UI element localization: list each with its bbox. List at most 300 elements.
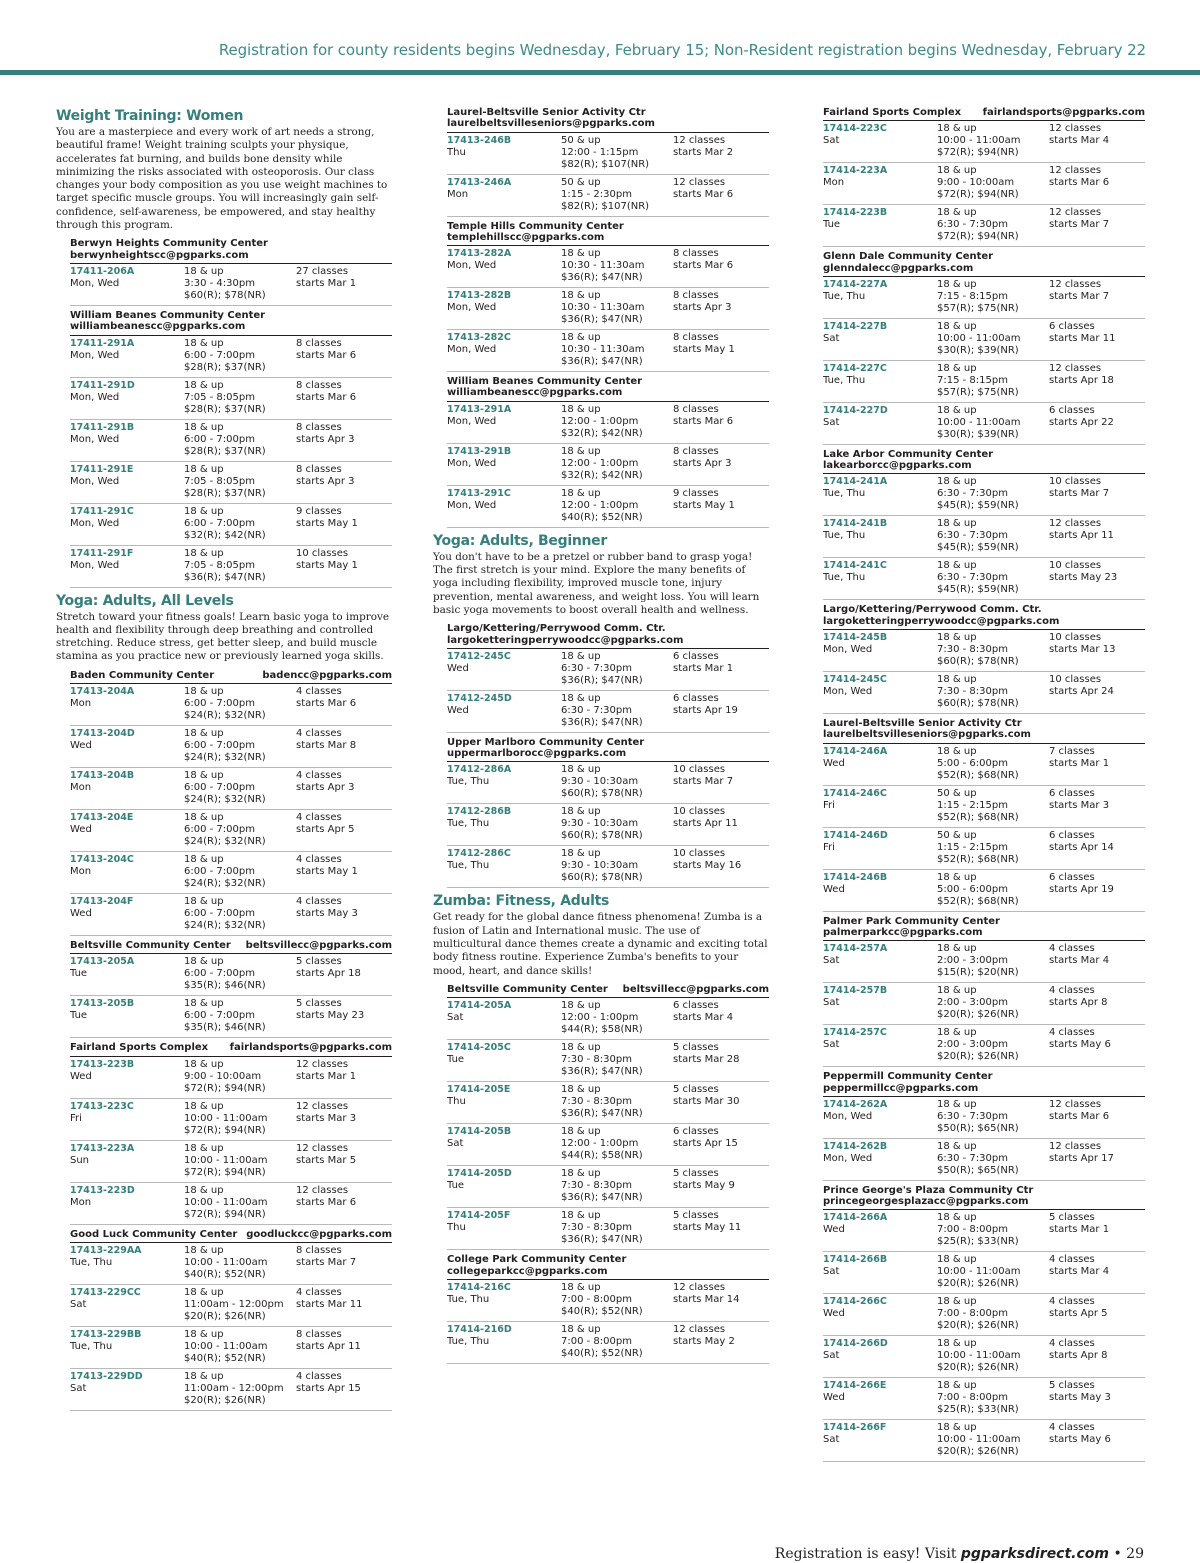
class-code[interactable]: 17413-204B: [70, 770, 135, 782]
class-code[interactable]: 17412-286B: [447, 806, 512, 818]
class-code[interactable]: 17412-286C: [447, 848, 511, 860]
class-listing[interactable]: [70, 336, 392, 378]
class-code[interactable]: 17413-282A: [447, 248, 512, 260]
class-count: 27 classes: [296, 265, 349, 277]
class-code[interactable]: 17414-227A: [823, 278, 888, 290]
class-code[interactable]: 17414-223B: [823, 207, 888, 219]
class-count: 6 classes: [1049, 829, 1095, 841]
class-start: starts Mar 6: [1049, 177, 1110, 189]
class-code[interactable]: 17414-223C: [823, 123, 887, 135]
class-listing[interactable]: [70, 1099, 392, 1141]
class-count: 8 classes: [296, 1328, 342, 1340]
class-details-cell: [937, 788, 1049, 824]
class-listing[interactable]: [447, 998, 769, 1040]
class-schedule-cell: [673, 1084, 769, 1120]
venue-email[interactable]: williambeanescc@pgparks.com: [447, 387, 623, 399]
class-listing[interactable]: [70, 954, 392, 996]
class-listing[interactable]: [823, 1139, 1145, 1181]
venue-email[interactable]: beltsvillecc@pgparks.com: [245, 940, 392, 952]
class-fee: $72(R); $94(NR): [184, 1124, 266, 1136]
class-listing[interactable]: [823, 361, 1145, 403]
class-listing[interactable]: [70, 546, 392, 588]
class-fee: $25(R); $33(NR): [937, 1236, 1019, 1248]
class-code[interactable]: 17414-245B: [823, 632, 888, 644]
class-code[interactable]: 17414-266E: [823, 1380, 887, 1392]
class-code[interactable]: 17414-266F: [823, 1422, 887, 1434]
class-listing[interactable]: [823, 1294, 1145, 1336]
class-fee: $20(R); $26(NR): [184, 1310, 266, 1322]
class-code[interactable]: 17414-227D: [823, 404, 888, 416]
class-code[interactable]: 17413-205B: [70, 998, 135, 1010]
class-listing[interactable]: [447, 486, 769, 528]
class-listing[interactable]: [70, 378, 392, 420]
class-time: 2:00 - 3:00pm: [937, 1039, 1008, 1051]
class-listing[interactable]: [823, 1210, 1145, 1252]
class-code-cell: [823, 1027, 937, 1063]
class-fee: $32(R); $42(NR): [184, 529, 266, 541]
class-start: starts Mar 3: [296, 1112, 357, 1124]
class-listing[interactable]: [823, 1420, 1145, 1462]
class-days: Mon, Wed: [823, 1110, 873, 1122]
class-age: 18 & up: [184, 337, 224, 349]
class-code[interactable]: 17414-246C: [823, 787, 887, 799]
class-listing[interactable]: [70, 1285, 392, 1327]
class-listing[interactable]: [823, 744, 1145, 786]
class-code[interactable]: 17411-291A: [70, 337, 135, 349]
class-listing[interactable]: [70, 684, 392, 726]
class-schedule-cell: [1049, 632, 1145, 668]
class-listing[interactable]: [447, 649, 769, 691]
class-code[interactable]: 17411-291C: [70, 505, 134, 517]
class-code-cell: [823, 943, 937, 979]
class-start: starts May 11: [673, 1222, 742, 1234]
class-schedule-cell: [296, 380, 392, 416]
class-time: 10:00 - 11:00am: [937, 1266, 1021, 1278]
class-listing[interactable]: [823, 403, 1145, 445]
class-code[interactable]: 17411-291E: [70, 463, 134, 475]
class-code-cell: [823, 830, 937, 866]
class-fee: $20(R); $26(NR): [937, 1278, 1019, 1290]
class-count: 10 classes: [1049, 476, 1102, 488]
class-code[interactable]: 17414-205C: [447, 1042, 511, 1054]
venue-email[interactable]: largoketteringperrywoodcc@pgparks.com: [447, 634, 684, 646]
class-code[interactable]: 17414-266D: [823, 1338, 888, 1350]
class-code[interactable]: 17411-291B: [70, 421, 135, 433]
class-details-cell: [937, 1254, 1049, 1290]
class-start: starts Mar 11: [296, 1298, 363, 1310]
class-age: 50 & up: [937, 787, 977, 799]
class-code[interactable]: 17413-246B: [447, 134, 512, 146]
venue-email[interactable]: palmerparkcc@pgparks.com: [823, 926, 983, 938]
venue-name: William Beanes Community Center: [70, 309, 266, 321]
class-code[interactable]: 17413-291C: [447, 487, 511, 499]
class-listing[interactable]: [823, 941, 1145, 983]
class-code[interactable]: 17412-245D: [447, 692, 512, 704]
class-listing[interactable]: [70, 1183, 392, 1225]
class-details-cell: [561, 446, 673, 482]
class-code[interactable]: 17414-216C: [447, 1281, 511, 1293]
class-details-cell: [561, 135, 673, 171]
class-code[interactable]: 17414-257B: [823, 985, 888, 997]
class-count: 12 classes: [1049, 207, 1102, 219]
class-count: 8 classes: [296, 463, 342, 475]
class-age: 18 & up: [561, 848, 601, 860]
class-code[interactable]: 17413-204C: [70, 854, 134, 866]
class-code[interactable]: 17414-266B: [823, 1254, 888, 1266]
venue-header: [70, 666, 392, 684]
class-code[interactable]: 17412-286A: [447, 764, 512, 776]
class-age: 18 & up: [184, 728, 224, 740]
class-start: starts May 1: [673, 499, 735, 511]
class-fee: $44(R); $58(NR): [561, 1150, 643, 1162]
class-code[interactable]: 17414-227B: [823, 320, 888, 332]
class-age: 18 & up: [561, 290, 601, 302]
class-details-cell: [561, 404, 673, 440]
venue-name: Largo/Kettering/Perrywood Comm. Ctr.: [823, 604, 1042, 616]
class-fee: $36(R); $47(NR): [561, 674, 643, 686]
class-age: 18 & up: [937, 1140, 977, 1152]
class-listing[interactable]: [823, 516, 1145, 558]
class-details-cell: [937, 872, 1049, 908]
class-code[interactable]: 17414-216D: [447, 1323, 512, 1335]
class-code[interactable]: 17413-282B: [447, 290, 512, 302]
class-listing[interactable]: [70, 264, 392, 306]
class-listing[interactable]: [70, 726, 392, 768]
class-listing[interactable]: [823, 1336, 1145, 1378]
class-code[interactable]: 17414-246B: [823, 871, 888, 883]
class-listing[interactable]: [447, 175, 769, 217]
class-listing[interactable]: [823, 277, 1145, 319]
class-listing[interactable]: [823, 205, 1145, 247]
venue-email[interactable]: collegeparkcc@pgparks.com: [447, 1265, 608, 1277]
class-code[interactable]: 17414-241C: [823, 560, 887, 572]
venue-header: [447, 980, 769, 998]
class-schedule-cell: [1049, 872, 1145, 908]
venue-email[interactable]: laurelbeltsvilleseniors@pgparks.com: [823, 729, 1031, 741]
class-details-cell: [184, 422, 296, 458]
class-listing[interactable]: [447, 846, 769, 888]
class-time: 6:00 - 7:00pm: [184, 698, 255, 710]
venue-group: [823, 247, 1145, 445]
class-fee: $72(R); $94(NR): [937, 147, 1019, 159]
class-listing[interactable]: [447, 762, 769, 804]
class-age: 18 & up: [937, 1098, 977, 1110]
class-code-cell: [447, 1084, 561, 1120]
class-time: 2:00 - 3:00pm: [937, 955, 1008, 967]
class-schedule-cell: [296, 1101, 392, 1137]
class-listing[interactable]: [823, 828, 1145, 870]
class-days: Mon, Wed: [70, 517, 120, 529]
class-listing[interactable]: [823, 1252, 1145, 1294]
class-listing[interactable]: [447, 246, 769, 288]
class-schedule-cell: [673, 1168, 769, 1204]
class-code[interactable]: 17414-262B: [823, 1140, 888, 1152]
class-schedule-cell: [673, 332, 769, 368]
class-details-cell: [561, 764, 673, 800]
class-time: 6:00 - 7:00pm: [184, 1010, 255, 1022]
class-code[interactable]: 17414-246A: [823, 745, 888, 757]
class-code[interactable]: 17413-282C: [447, 332, 511, 344]
class-code[interactable]: 17413-204E: [70, 812, 134, 824]
class-code-cell: [823, 405, 937, 441]
class-start: starts Apr 5: [296, 824, 355, 836]
class-details-cell: [184, 998, 296, 1034]
class-listing[interactable]: [823, 1025, 1145, 1067]
class-code[interactable]: 17413-246A: [447, 176, 512, 188]
venue-email[interactable]: peppermillcc@pgparks.com: [823, 1082, 979, 1094]
class-code[interactable]: 17413-223A: [70, 1142, 135, 1154]
class-details-cell: [937, 279, 1049, 315]
class-schedule-cell: [673, 1000, 769, 1036]
class-listing[interactable]: [70, 1369, 392, 1411]
class-fee: $20(R); $26(NR): [937, 1362, 1019, 1374]
class-fee: $40(R); $52(NR): [184, 1352, 266, 1364]
class-listing[interactable]: [823, 786, 1145, 828]
class-code[interactable]: 17413-223C: [70, 1100, 134, 1112]
class-schedule-cell: [1049, 518, 1145, 554]
class-listing[interactable]: [70, 1327, 392, 1369]
class-code[interactable]: 17414-246D: [823, 829, 888, 841]
venue-email[interactable]: badencc@pgparks.com: [262, 669, 392, 681]
class-age: 18 & up: [937, 674, 977, 686]
class-count: 4 classes: [296, 812, 342, 824]
class-listing[interactable]: [447, 133, 769, 175]
class-schedule-cell: [296, 956, 392, 992]
class-code[interactable]: 17411-206A: [70, 265, 135, 277]
venue-email[interactable]: goodluckcc@pgparks.com: [246, 1228, 392, 1240]
class-fee: $15(R); $20(NR): [937, 967, 1019, 979]
class-code[interactable]: 17413-229DD: [70, 1370, 143, 1382]
class-listing[interactable]: [823, 1097, 1145, 1139]
class-listing[interactable]: [447, 691, 769, 733]
class-code-cell: [447, 1042, 561, 1078]
class-listing[interactable]: [70, 894, 392, 936]
section-description: Get ready for the global dance fitness phenomena! Zumba is a fusion of Latin and International music. The use of multicultural dance themes create a dynamic and exciting total body fitness routine. Experience Zumba's benefits to your mood, heart, and dance skills!: [433, 911, 768, 977]
class-listing[interactable]: [447, 1082, 769, 1124]
venue-email[interactable]: templehillscc@pgparks.com: [447, 231, 605, 243]
venue-email[interactable]: beltsvillecc@pgparks.com: [622, 983, 769, 995]
class-listing[interactable]: [447, 402, 769, 444]
class-code-cell: [823, 363, 937, 399]
class-listing[interactable]: [70, 852, 392, 894]
column-3: [809, 103, 1145, 1462]
class-listing[interactable]: [70, 810, 392, 852]
class-fee: $72(R); $94(NR): [184, 1082, 266, 1094]
venue-header: [447, 372, 769, 402]
class-code-cell: [447, 693, 561, 729]
class-time: 12:00 - 1:00pm: [561, 1138, 639, 1150]
class-schedule-cell: [1049, 985, 1145, 1021]
class-code-cell: [70, 338, 184, 374]
venue-email[interactable]: williambeanescc@pgparks.com: [70, 321, 246, 333]
class-listing[interactable]: [70, 996, 392, 1038]
class-listing[interactable]: [447, 1322, 769, 1364]
class-details-cell: [184, 506, 296, 542]
class-fee: $24(R); $32(NR): [184, 710, 266, 722]
class-code[interactable]: 17414-266A: [823, 1212, 888, 1224]
venue-name: Peppermill Community Center: [823, 1071, 993, 1083]
class-start: starts Apr 18: [1049, 374, 1114, 386]
class-age: 18 & up: [561, 764, 601, 776]
class-code[interactable]: 17414-245C: [823, 674, 887, 686]
class-age: 18 & up: [184, 1286, 224, 1298]
class-listing[interactable]: [447, 1040, 769, 1082]
class-listing[interactable]: [70, 420, 392, 462]
class-count: 4 classes: [1049, 1422, 1095, 1434]
venue-email[interactable]: largoketteringperrywoodcc@pgparks.com: [823, 615, 1060, 627]
class-days: Mon, Wed: [823, 644, 873, 656]
venue-email[interactable]: berwynheightscc@pgparks.com: [70, 249, 249, 261]
class-listing[interactable]: [823, 474, 1145, 516]
class-days: Tue, Thu: [70, 1340, 113, 1352]
class-count: 8 classes: [296, 421, 342, 433]
class-listing[interactable]: [447, 1208, 769, 1250]
class-listing[interactable]: [447, 1124, 769, 1166]
class-listing[interactable]: [70, 1243, 392, 1285]
class-details-cell: [937, 746, 1049, 782]
class-days: Mon, Wed: [447, 457, 497, 469]
class-count: 8 classes: [296, 337, 342, 349]
class-code[interactable]: 17414-205D: [447, 1168, 512, 1180]
class-listing[interactable]: [823, 983, 1145, 1025]
class-schedule-cell: [673, 404, 769, 440]
class-code[interactable]: 17414-227C: [823, 362, 887, 374]
class-listing[interactable]: [447, 804, 769, 846]
class-code[interactable]: 17414-205E: [447, 1084, 511, 1096]
class-start: starts Apr 3: [296, 475, 355, 487]
class-listing[interactable]: [70, 1057, 392, 1099]
venue-email[interactable]: laurelbeltsvilleseniors@pgparks.com: [447, 118, 655, 130]
class-code[interactable]: 17413-204A: [70, 686, 135, 698]
class-start: starts Mar 6: [673, 415, 734, 427]
class-time: 7:05 - 8:05pm: [184, 559, 255, 571]
class-schedule-cell: [1049, 1027, 1145, 1063]
class-start: starts Mar 7: [1049, 488, 1110, 500]
class-code[interactable]: 17411-291D: [70, 379, 135, 391]
class-start: starts Mar 7: [673, 776, 734, 788]
class-listing[interactable]: [823, 121, 1145, 163]
venue-header: [823, 600, 1145, 630]
class-listing[interactable]: [823, 319, 1145, 361]
class-code[interactable]: 17414-205A: [447, 1000, 512, 1012]
class-details-cell: [184, 1371, 296, 1407]
class-count: 4 classes: [296, 770, 342, 782]
class-code-cell: [823, 560, 937, 596]
class-listing[interactable]: [447, 288, 769, 330]
class-fee: $24(R); $32(NR): [184, 752, 266, 764]
class-listing[interactable]: [823, 1378, 1145, 1420]
class-code[interactable]: 17413-229CC: [70, 1286, 141, 1298]
class-start: starts Mar 6: [296, 698, 357, 710]
class-listing[interactable]: [70, 768, 392, 810]
venue-email[interactable]: fairlandsports@pgparks.com: [982, 107, 1145, 118]
class-age: 18 & up: [184, 1184, 224, 1196]
class-code[interactable]: 17414-241A: [823, 476, 888, 488]
venue-email[interactable]: fairlandsports@pgparks.com: [229, 1042, 392, 1054]
class-listing[interactable]: [447, 1166, 769, 1208]
venue-email[interactable]: princegeorgesplazacc@pgparks.com: [823, 1196, 1029, 1208]
class-code[interactable]: 17413-204F: [70, 896, 134, 908]
class-code[interactable]: 17413-204D: [70, 728, 135, 740]
class-fee: $35(R); $46(NR): [184, 980, 266, 992]
class-fee: $20(R); $26(NR): [184, 1394, 266, 1406]
class-schedule-cell: [1049, 207, 1145, 243]
class-listing[interactable]: [823, 630, 1145, 672]
class-code[interactable]: 17413-205A: [70, 956, 135, 968]
class-time: 7:30 - 8:30pm: [561, 1054, 632, 1066]
class-schedule-cell: [673, 488, 769, 524]
class-days: Wed: [823, 1392, 845, 1404]
class-fee: $36(R); $47(NR): [561, 356, 643, 368]
class-code[interactable]: 17413-223D: [70, 1184, 135, 1196]
class-listing[interactable]: [447, 444, 769, 486]
class-listing[interactable]: [70, 462, 392, 504]
class-age: 18 & up: [937, 943, 977, 955]
class-code[interactable]: 17412-245C: [447, 650, 511, 662]
class-listing[interactable]: [823, 672, 1145, 714]
class-code[interactable]: 17414-205F: [447, 1210, 511, 1222]
class-details-cell: [937, 518, 1049, 554]
class-code[interactable]: 17414-262A: [823, 1098, 888, 1110]
venue-email[interactable]: glenndalecc@pgparks.com: [823, 262, 974, 274]
class-count: 4 classes: [1049, 985, 1095, 997]
class-fee: $28(R); $37(NR): [184, 445, 266, 457]
class-details-cell: [561, 248, 673, 284]
class-listing[interactable]: [823, 558, 1145, 600]
class-listing[interactable]: [823, 870, 1145, 912]
class-schedule-cell: [296, 1185, 392, 1221]
class-days: Mon, Wed: [70, 349, 120, 361]
venue-email[interactable]: lakearborcc@pgparks.com: [823, 460, 972, 472]
class-schedule-cell: [296, 1371, 392, 1407]
venue-name: Largo/Kettering/Perrywood Comm. Ctr.: [447, 623, 666, 635]
class-details-cell: [937, 321, 1049, 357]
class-age: 18 & up: [937, 985, 977, 997]
class-listing[interactable]: [447, 1280, 769, 1322]
class-code[interactable]: 17413-229AA: [70, 1244, 142, 1256]
class-code[interactable]: 17413-229BB: [70, 1328, 142, 1340]
class-listing[interactable]: [447, 330, 769, 372]
venue-email[interactable]: uppermarlborocc@pgparks.com: [447, 748, 627, 760]
class-code[interactable]: 17414-223A: [823, 165, 888, 177]
class-code[interactable]: 17411-291F: [70, 547, 134, 559]
footer-link[interactable]: pgparksdirect.com: [960, 1546, 1109, 1562]
class-code[interactable]: 17414-205B: [447, 1126, 512, 1138]
class-schedule-cell: [1049, 1254, 1145, 1290]
class-code[interactable]: 17414-257C: [823, 1027, 887, 1039]
class-days: Mon, Wed: [70, 475, 120, 487]
class-schedule-cell: [296, 854, 392, 890]
class-code[interactable]: 17414-266C: [823, 1296, 887, 1308]
class-code[interactable]: 17413-223B: [70, 1058, 135, 1070]
class-fee: $36(R); $47(NR): [561, 314, 643, 326]
class-schedule-cell: [1049, 746, 1145, 782]
class-start: starts May 3: [296, 908, 358, 920]
venue-group: [823, 714, 1145, 912]
class-age: 18 & up: [561, 445, 601, 457]
class-code[interactable]: 17413-291A: [447, 403, 512, 415]
class-schedule-cell: [1049, 1380, 1145, 1416]
class-code[interactable]: 17413-291B: [447, 445, 512, 457]
venue-header: [70, 306, 392, 336]
class-listing[interactable]: [70, 504, 392, 546]
class-listing[interactable]: [823, 163, 1145, 205]
class-details-cell: [937, 943, 1049, 979]
class-code[interactable]: 17414-241B: [823, 518, 888, 530]
class-code-cell: [447, 764, 561, 800]
class-code[interactable]: 17414-257A: [823, 943, 888, 955]
class-listing[interactable]: [70, 1141, 392, 1183]
